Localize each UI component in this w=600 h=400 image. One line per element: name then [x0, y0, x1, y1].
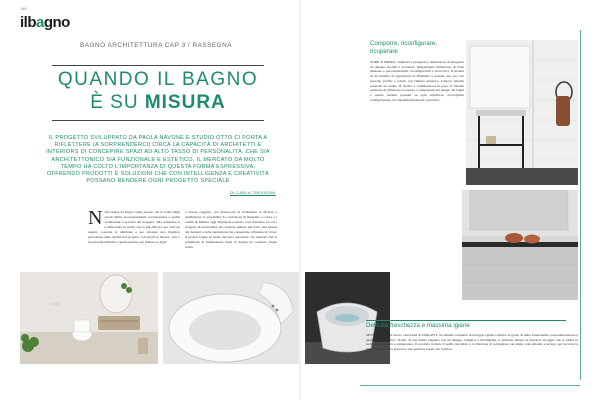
sidebar1-text: TUBE di MIRRO, ambienti e progettati e dimensioni di disegnare un disegno moduli e accessori, indipendenti dall'interno di bolle allineate e personalizzabili, riconfigurabili e decorativi. Il mobile di un sistema di apparizioni in alluminio e pensato per uso con specchi, profilo e toletta con finitura materica. L'intero sistema possiede un anello di lavabo e combinazioni in tono; il sistema permette di affiancare accessori e componenti dal design dei bagni a questo rendere presenti su ogni superficie, un'originale configurazione di comodità funzionale e praticità. [370, 60, 464, 102]
shelf-illustration [462, 190, 578, 300]
wall-unit-illustration [466, 40, 578, 185]
photo-toilet-seat [163, 272, 299, 364]
vanity-illustration [20, 272, 158, 364]
frame-line-vertical [580, 30, 581, 380]
page-number: 146 [20, 6, 27, 11]
article-lead: IL PROGETTO SVILUPPATO DA PAOLA NAVONE E STUDIO OTTO CI PORTA A RIFLETTERE (A SORPRENDERCI) CIRCA LA CAPACITÀ DI ARCHITETTI E INTERIORS DI CONCEPIRE SPAZI AD ALTO TASSO DI PERSONALITÀ. CHE SIA ARCHITETTONICO SIA FUNZIONALE E ESTETICO, IL MERCATO DA MOLTO TEMPO HA COLTO L'IMPORTANZA DI QUESTA FORMA ESPRESSIVA, OFFRENDO PRODOTTI E SOLUZIONI CHE CON INTELLIGENZA E CREATIVITÀ POSSANO RENDERE OGNI PROGETTO SPECIALE [46, 135, 270, 185]
photo-bathroom-vanity [20, 272, 158, 364]
article-title-line2: È SU MISURA [90, 92, 226, 113]
sidebar1-heading: Comporre, riconfigurare, ricuperare [370, 40, 438, 55]
article-title-line1: QUANDO IL BAGNO [57, 69, 259, 90]
sidebar2-heading: Delicata freschezza e massima igiene [366, 322, 470, 329]
sidebar2-text: SENSOWASH è il nuovo vaso-bidet di DURAVIT, un sistema completo di lavaggio igienico intimo in grado di unire funzionalità, personalizzazione e gestione del comfort. Dotato di una forma elegante con un disegno semplice e intelligente, il sanitario integra la funzione lavaggio che si adatta in termini di intensità e temperatura. Il prodotto include il sedile riscaldato e la funzione di asciugatura, un ampio telecomando e un'app, per favorire la massima cura della persona e una gestione ideale del comfort. [366, 333, 578, 352]
title-rule-top [52, 65, 264, 66]
body-column-2: a questa soggetto, poi manovrare di richiamare le diverse e moltiplicare le possibilità. Le variazioni di materiale e colore e i cambi di finitura oggi impiegate possono così diventare un vero progetto di personalità, un carattere sempre più forte, una sintesi dei desideri e delle aspirazioni che consentono all'utente di vivere il proprio bagno in modo del tutto personale. Un risultato che la semplicità di installazione unita al design ne consente ampia scelta. [185, 210, 277, 249]
title-rule-bottom [52, 120, 264, 121]
section-kicker: BAGNO ARCHITETTURA CAP 3 / RASSEGNA [80, 42, 232, 49]
magazine-logo: ilbagno [20, 14, 70, 31]
page-gutter [299, 0, 301, 400]
seat-illustration [163, 272, 299, 364]
body-column-1: Nella stanza da bagno capita spesso che la scelta degli arredi debba necessariamente corrispondere a quella architettonica prevista dal progetto. Tale soluzione si è dimostrata in molti casi la più efficace per dare un aspetto coerente al ambiente e per ottenere una migliore percezione della qualità del progetto. Gli arredi su misura, oltre a trovarsi modulabili, e quella pensata per misura, la sigla [88, 207, 180, 244]
frame-line-horizontal [360, 385, 580, 386]
article-byline: DI CARLA TREVISANI [230, 190, 276, 195]
photo-wall-unit [466, 40, 578, 185]
sidebar2-rule [366, 320, 566, 321]
dropcap: N [88, 207, 103, 229]
photo-shelf-bowls [462, 190, 578, 300]
